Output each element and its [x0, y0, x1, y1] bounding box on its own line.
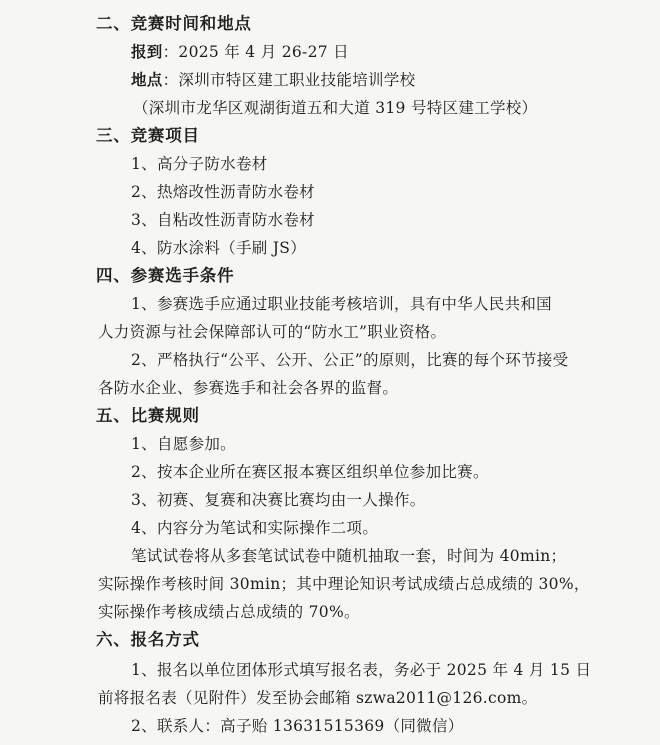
rule-line: 4、内容分为笔试和实际操作二项。: [131, 519, 379, 537]
rule-line: 1、自愿参加。: [131, 435, 236, 453]
section-heading-events: 三、竞赛项目: [96, 126, 200, 145]
rule-line: 2、按本企业所在赛区报本赛区组织单位参加比赛。: [131, 463, 489, 481]
requirement-line: 人力资源与社会保障部认可的“防水工”职业资格。: [98, 323, 447, 341]
registration-line: 1、报名以单位团体形式填写报名表，务必于 2025 年 4 月 15 日: [131, 661, 592, 679]
rule-line: 笔试试卷将从多套笔试试卷中随机抽取一套，时间为 40min；: [131, 547, 567, 565]
report-label: 报到: [131, 43, 163, 61]
location-line: [131, 70, 415, 90]
event-item: 3、自粘改性沥青防水卷材: [131, 211, 315, 229]
event-item: 2、热熔改性沥青防水卷材: [131, 183, 315, 201]
rule-line: 实际操作考核成绩占总成绩的 70%。: [98, 603, 360, 621]
requirement-line: 1、参赛选手应通过职业技能考核培训，具有中华人民共和国: [131, 295, 552, 313]
section-heading-rules: 五、比赛规则: [96, 406, 200, 425]
rule-line: 实际操作考核时间 30min；其中理论知识考试成绩占总成绩的 30%，: [98, 575, 590, 593]
event-item: 1、高分子防水卷材: [131, 155, 268, 173]
section-heading-time-location: 二、竞赛时间和地点: [96, 14, 252, 33]
event-item: 4、防水涂料（手刷 JS）: [131, 239, 307, 257]
section-heading-registration: 六、报名方式: [96, 630, 200, 649]
report-value: ：2025 年 4 月 26-27 日: [162, 43, 349, 61]
location-label: 地点: [131, 71, 163, 89]
registration-line: 前将报名表（见附件）发至协会邮箱 szwa2011@126.com。: [98, 689, 538, 707]
rule-line: 3、初赛、复赛和决赛比赛均由一人操作。: [131, 491, 426, 509]
registration-line: 2、联系人：高子贻 13631515369（同微信）: [131, 717, 464, 735]
requirement-line: 各防水企业、参赛选手和社会各界的监督。: [98, 379, 399, 397]
location-value: ：深圳市特区建工职业技能培训学校: [162, 71, 416, 89]
requirement-line: 2、严格执行“公平、公开、公正”的原则，比赛的每个环节接受: [131, 351, 569, 369]
report-date-line: [131, 42, 349, 62]
section-heading-requirements: 四、参赛选手条件: [96, 266, 235, 285]
location-detail: （深圳市龙华区观湖街道五和大道 319 号特区建工学校）: [133, 99, 538, 117]
